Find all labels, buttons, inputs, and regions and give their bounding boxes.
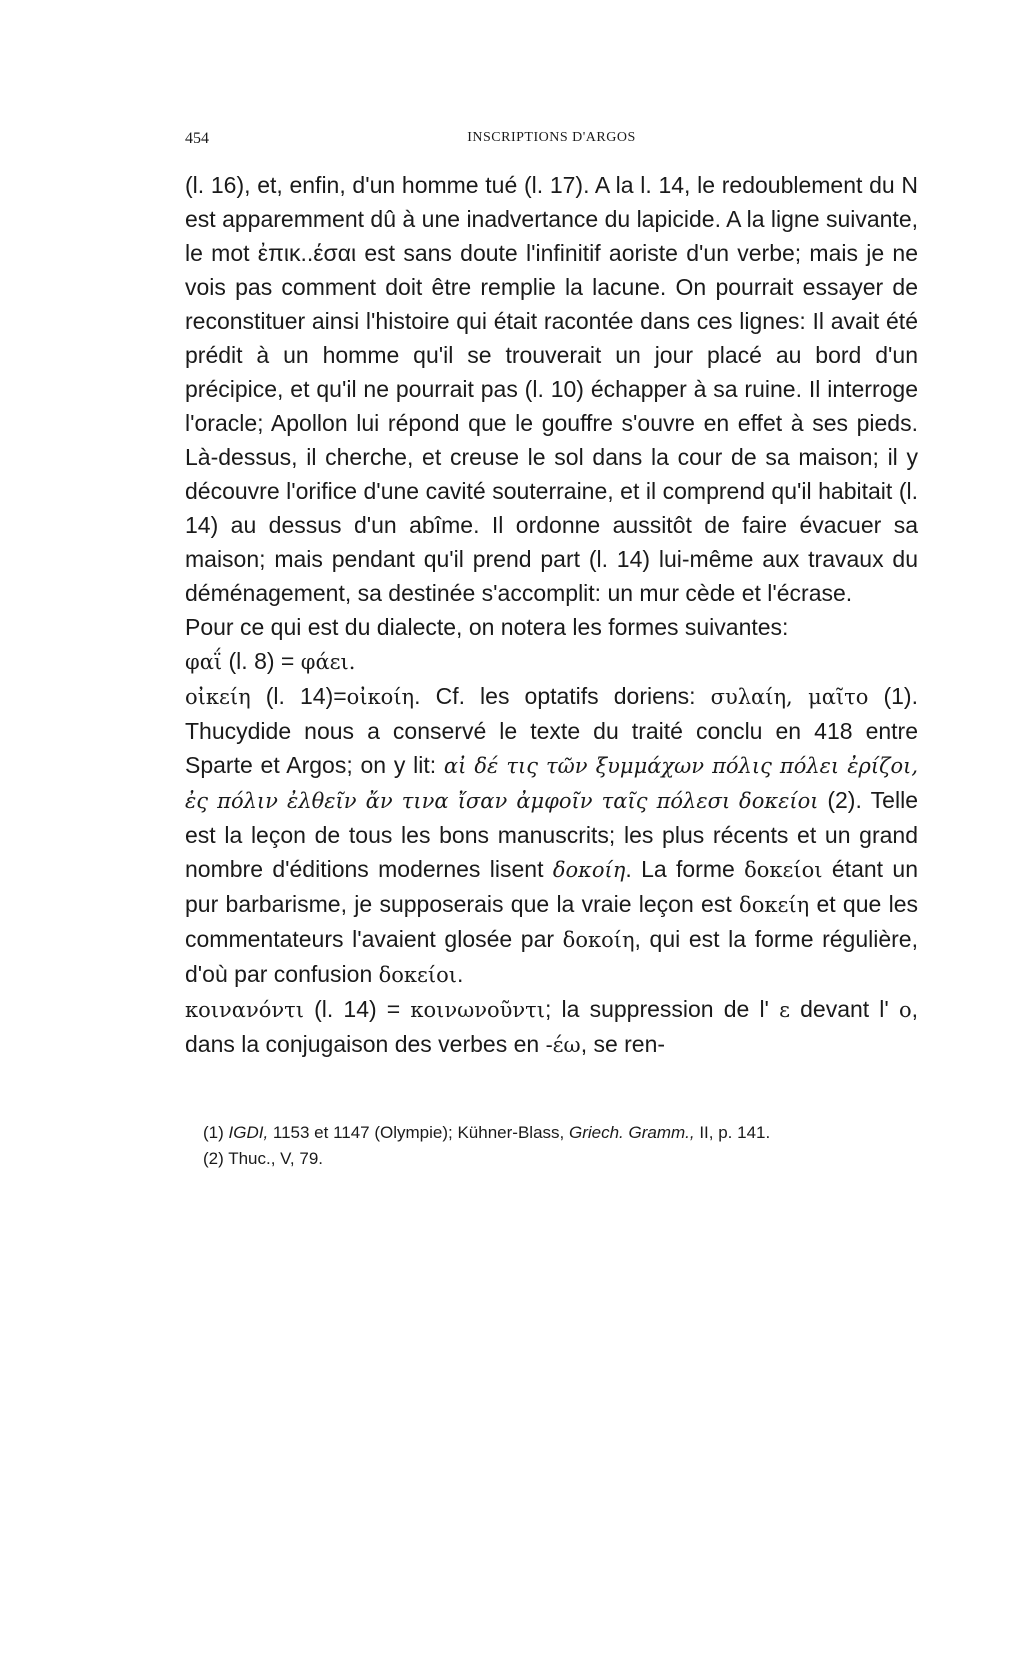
form-3-equivalent: κοινωνοῦντι xyxy=(410,998,546,1022)
form-2-text-c: (2). Telle est la leçon de tous les bons manuscrits; les plus récents et un grand nombre d'éditions modernes lisent xyxy=(185,787,918,882)
form-3 xyxy=(185,992,918,1062)
footnote-1-text: 1153 et 1147 (Olympie); Kühner-Blass, xyxy=(268,1123,569,1142)
form-2-text-e: étant un pur barbarisme, je supposerais que la vraie leçon est xyxy=(185,856,918,917)
form-2-examples: συλαίη, μαῖτο xyxy=(710,685,869,709)
running-title: INSCRIPTIONS D'ARGOS xyxy=(467,130,636,145)
form-3-line-ref: (l. 14) = xyxy=(303,996,411,1022)
footnote-2: (2) Thuc., V, 79. xyxy=(203,1149,324,1168)
thucydides-quote-end: δοκείοι xyxy=(739,789,819,813)
running-head xyxy=(185,120,918,150)
footnotes xyxy=(185,1120,918,1172)
form-3-text-a: ; la suppression de l' xyxy=(545,996,780,1022)
form-2-greek: οἰκείη xyxy=(185,685,251,709)
paragraph-2: Pour ce qui est du dialecte, on notera les formes suivantes: xyxy=(185,614,789,640)
form-3-text-d: , se ren- xyxy=(580,1031,666,1057)
footnote-1-work: Griech. Gramm., xyxy=(568,1123,695,1142)
form-2-end: . xyxy=(457,961,464,987)
form-3-ending: -έω xyxy=(545,1033,581,1057)
form-1-equivalent: φάει. xyxy=(300,650,356,674)
footnote-1-source: IGDI, xyxy=(228,1123,269,1142)
form-2-word-3: δοκοίη xyxy=(562,928,635,952)
form-3-omicron: ο xyxy=(898,998,912,1022)
form-2-equivalent: οἰκοίη xyxy=(346,685,415,709)
form-3-text-b: devant l' xyxy=(789,996,899,1022)
form-3-greek: κοινανόντι xyxy=(185,998,304,1022)
form-2-text-d: . La forme xyxy=(625,856,745,882)
form-2-text-g: , qui est la forme régulière, d'où par confusion xyxy=(185,926,918,987)
form-1-line-ref: (l. 8) = xyxy=(222,648,301,674)
document-page xyxy=(185,120,918,1172)
thucydides-quote: αἰ δέ τις τῶν ξυμμάχων πόλις πόλει ἐρίζοι, ἐς πόλιν ἐλθεῖν ἄν τινα ἴσαν ἀμφοῖν ταῖς πόλεσι xyxy=(185,754,919,813)
page-number: 454 xyxy=(185,130,209,147)
form-3-epsilon: ε xyxy=(779,998,790,1022)
form-1 xyxy=(185,644,918,679)
form-2 xyxy=(185,679,918,992)
footnote-1 xyxy=(185,1120,918,1146)
paragraph-1: (l. 16), et, enfin, d'un homme tué (l. 17). A la l. 14, le redoublement du N est apparemment dû à une inadvertance du lapicide. A la ligne suivante, le mot ἐπικ..έσαι est sans doute l'infinitif aoriste d'un verbe; mais je ne vois pas comment doit être remplie la lacune. On pourrait essayer de reconstituer ainsi l'histoire qui était racontée dans ces lignes: Il avait été prédit à un homme qu'il se trouverait un jour placé au bord d'un précipice, et qu'il ne pourrait pas (l. 10) échapper à sa ruine. Il interroge l'oracle; Apollon lui répond que le gouffre s'ouvre en effet à ses pieds. Là-dessus, il cherche, et creuse le sol dans la cour de sa maison; il y découvre l'orifice d'une cavité souterraine, et il comprend qu'il habitait (l. 14) au dessus d'un abîme. Il ordonne aussitôt de faire évacuer sa maison; mais pendant qu'il prend part (l. 14) lui-même aux travaux du déménagement, sa destinée s'accomplit: un mur cède et l'écrase. xyxy=(185,172,918,606)
footnote-1-end: II, p. 141. xyxy=(694,1123,771,1142)
form-2-line-ref: (l. 14)= xyxy=(250,683,347,709)
form-1-greek: φαΐ xyxy=(185,650,223,674)
form-2-word-1: δοκείοι xyxy=(744,858,823,882)
form-2-text-b: (1). Thucydide nous a conservé le texte du traité conclu en 418 entre Sparte et Argos; on y lit: xyxy=(185,683,918,778)
form-2-alt-reading: δοκοίη xyxy=(552,858,626,882)
footnote-1-number: (1) xyxy=(203,1123,229,1142)
body-text xyxy=(185,168,918,1062)
form-2-word-4: δοκείοι xyxy=(378,963,458,987)
form-2-word-2: δοκείη xyxy=(739,893,810,917)
form-3-text-c: , dans la conjugaison des verbes en xyxy=(185,996,918,1057)
form-2-text-f: et que les commentateurs l'avaient glosée par xyxy=(185,891,918,952)
form-2-text-a: . Cf. les optatifs doriens: xyxy=(414,683,711,709)
